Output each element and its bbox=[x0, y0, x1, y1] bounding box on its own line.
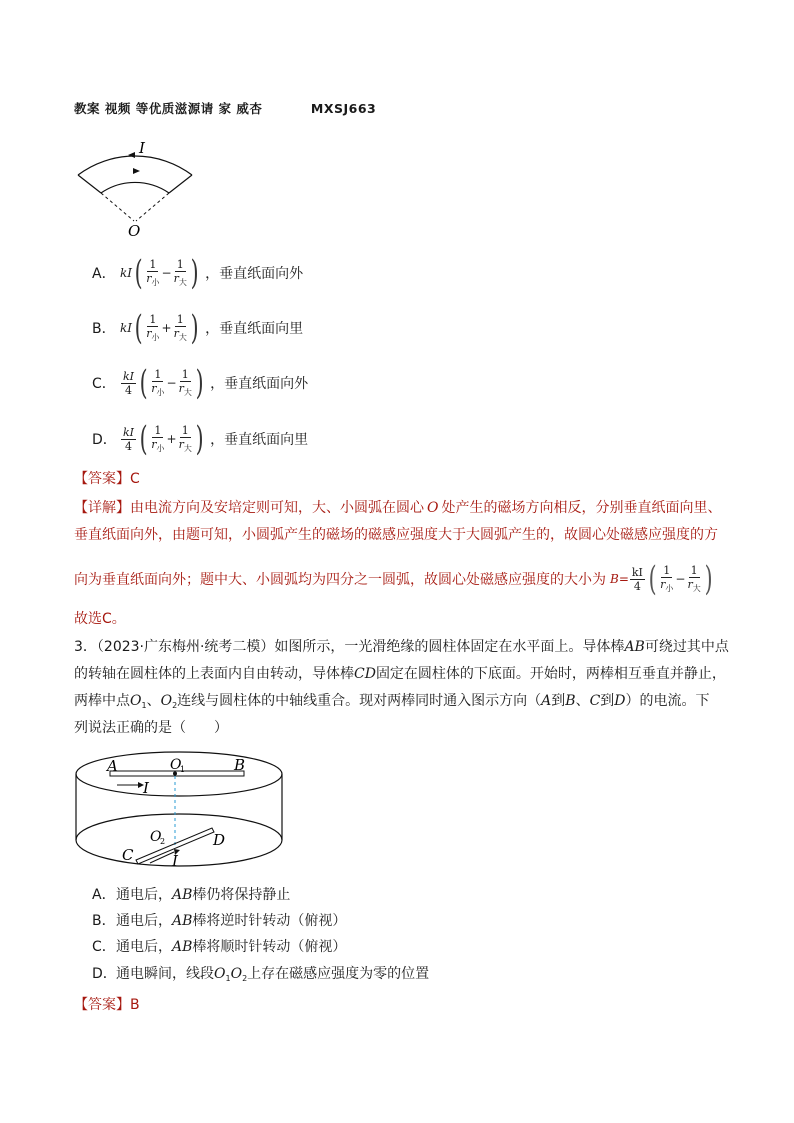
label-I-top: I bbox=[143, 779, 149, 797]
q2-option-1: B． kI ( $\frac{1}{r_小}$ + $\frac{1}{r_大}$ ) ，垂直纸面向里 bbox=[92, 308, 304, 348]
detail-conclusion: 故选C。 bbox=[74, 611, 126, 627]
q3-answer-line: 【答案】B bbox=[74, 997, 140, 1013]
option-letter: B． bbox=[92, 321, 116, 337]
label-O2-sub: 2 bbox=[160, 837, 166, 846]
label-B: B bbox=[234, 756, 246, 774]
cylinder-figure bbox=[74, 748, 286, 870]
label-O1: O bbox=[170, 757, 182, 773]
center-label: O bbox=[128, 222, 141, 240]
q2-option-3: D． $\frac{kI}{4}$ ( $\frac{1}{r_小}$ + $\frac{1}{r_大}$ ) ，垂直纸面向里 bbox=[92, 419, 309, 459]
detail-line-1: 【详解】由电流方向及安培定则可知，大、小圆弧在圆心 O 处产生的磁场方向相反，分别垂直纸面向里、 bbox=[74, 500, 722, 516]
label-D: D bbox=[213, 831, 226, 849]
label-A: A bbox=[107, 757, 118, 775]
q3-choice-1: B．通电后，AB棒将逆时针转动（俯视） bbox=[92, 913, 347, 929]
answer-tag: 【答案】 bbox=[74, 471, 130, 487]
q2-option-2: C． $\frac{kI}{4}$ ( $\frac{1}{r_小}$ − $\frac{1}{r_大}$ ) ，垂直纸面向外 bbox=[92, 363, 309, 403]
coef-fraction: $\frac{kI}{4}$ bbox=[123, 425, 135, 453]
arc-sector-figure bbox=[74, 135, 200, 240]
detail-line-2: 垂直纸面向外，由题可知，小圆弧产生的磁场的磁感应强度大于大圆弧产生的，故圆心处磁感应强度的方 bbox=[74, 527, 718, 543]
option-letter: D． bbox=[92, 432, 117, 448]
label-C: C bbox=[122, 846, 134, 864]
coef: kI bbox=[120, 321, 133, 335]
coef-fraction: $\frac{kI}{4}$ bbox=[123, 369, 135, 397]
q3-line-4: 列说法正确的是（ ） bbox=[74, 720, 228, 736]
q3-choice-2: C．通电后，AB棒将顺时针转动（俯视） bbox=[92, 939, 347, 955]
q3-line-3: 两棒中点$O_1$、$O_2$连线与圆柱体的中轴线重合。现对两棒同时通入图示方向（A到B、C到D）的电流。下 bbox=[74, 693, 710, 710]
option-letter: C． bbox=[92, 376, 116, 392]
answer-value: C bbox=[130, 471, 140, 487]
q3-choice-0: A．通电后，AB棒仍将保持静止 bbox=[92, 887, 291, 903]
label-O1-sub: 1 bbox=[180, 765, 186, 774]
label-O2: O bbox=[150, 829, 162, 845]
q3-choice-3: D．通电瞬间，线段$O_1O_2$上存在磁感应强度为零的位置 bbox=[92, 966, 430, 983]
detail-tag: 【详解】 bbox=[74, 500, 130, 516]
option-letter: A． bbox=[92, 266, 116, 282]
q2-option-0: A． kI ( $\frac{1}{r_小}$ − $\frac{1}{r_大}$ ) ，垂直纸面向外 bbox=[92, 253, 304, 293]
current-label: I bbox=[139, 139, 145, 157]
label-I-bottom: I bbox=[172, 852, 178, 870]
q2-answer-line bbox=[74, 468, 140, 488]
q3-line-1: 3．（2023·广东梅州·统考二模）如图所示，一光滑绝缘的圆柱体固定在水平面上。导体棒AB可绕过其中点 bbox=[74, 639, 729, 655]
q3-line-2: 的转轴在圆柱体的上表面内自由转动，导体棒CD固定在圆柱体的下底面。开始时，两棒相互垂直并静止， bbox=[74, 666, 726, 682]
detail-line-3: 向为垂直纸面向外；题中大、小圆弧均为四分之一圆弧，故圆心处磁感应强度的大小为 B= $\frac{kI}{4}$ ( $\frac{1}{r_小}$ − $\frac{1}{r_大}$ ) bbox=[74, 559, 713, 599]
page-header: 教案 视频 等优质滋源请 家 威杏 MXSJ663 bbox=[74, 101, 377, 116]
coef: kI bbox=[120, 266, 133, 280]
